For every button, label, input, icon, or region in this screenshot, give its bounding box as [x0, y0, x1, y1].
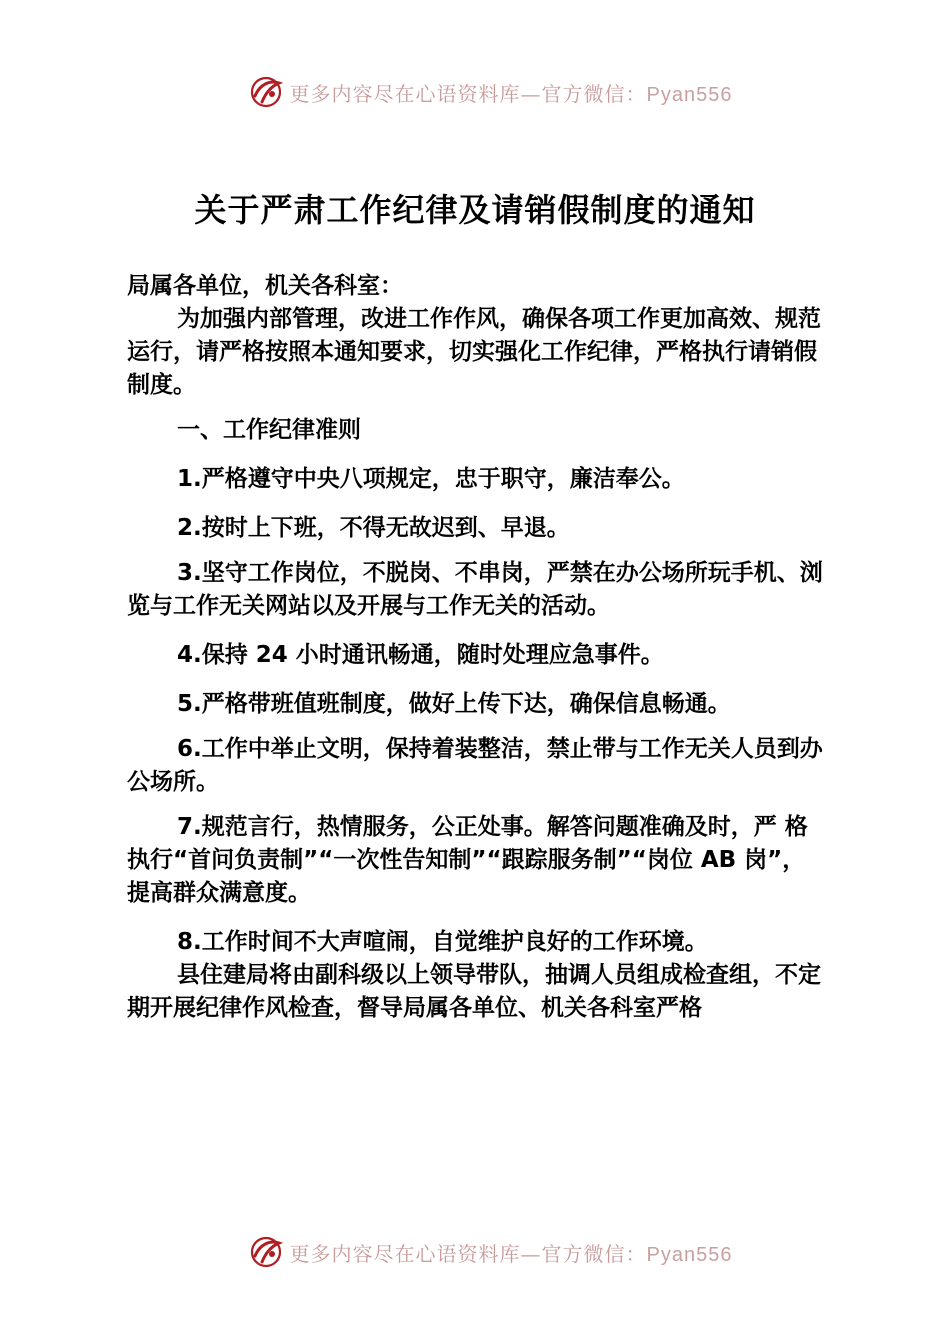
rule-item: 8.工作时间不大声喧闹，自觉维护良好的工作环境。: [177, 929, 708, 955]
document-body: [127, 270, 827, 1025]
brand-logo-icon: [248, 1234, 284, 1270]
watermark-banner-bottom: [0, 1232, 950, 1272]
rule-item: 6.工作中举止文明，保持着装整洁，禁止带与工作无关人员到办公场所。: [127, 736, 823, 795]
closing-paragraph: 县住建局将由副科级以上领导带队，抽调人员组成检查组，不定期开展纪律作风检查，督导局属各单位、机关各科室严格: [127, 962, 821, 1021]
watermark-label: 更多内容尽在心语资料库—官方微信：: [289, 81, 647, 106]
rule-item: 5.严格带班值班制度，做好上传下达，确保信息畅通。: [177, 691, 731, 717]
brand-logo-icon: [248, 74, 284, 110]
rule-item: 2.按时上下班，不得无故迟到、早退。: [177, 515, 570, 541]
watermark-text: [290, 1238, 733, 1267]
watermark-banner-top: [0, 72, 950, 112]
salutation: 局属各单位，机关各科室：: [127, 273, 403, 299]
watermark-handle: Pyan556: [646, 1243, 733, 1266]
rule-item: 7.规范言行，热情服务，公正处事。解答问题准确及时，严 格执行“首问负责制”“一次性告知制”“跟踪服务制”“岗位 AB 岗”，提高群众满意度。: [127, 814, 808, 906]
rule-item: 3.坚守工作岗位，不脱岗、不串岗，严禁在办公场所玩手机、浏览与工作无关网站以及开展与工作无关的活动。: [127, 560, 823, 619]
watermark-handle: Pyan556: [646, 83, 733, 106]
watermark-content: [248, 74, 733, 110]
rule-item: 4.保持 24 小时通讯畅通，随时处理应急事件。: [177, 642, 664, 668]
watermark-text: [290, 78, 733, 107]
document-title: 关于严肃工作纪律及请销假制度的通知: [194, 191, 756, 229]
watermark-content: [248, 1234, 733, 1270]
rule-item: 1.严格遵守中央八项规定，忠于职守，廉洁奉公。: [177, 466, 685, 492]
section-heading: 一、工作纪律准则: [177, 417, 361, 443]
intro-paragraph: 为加强内部管理，改进工作作风，确保各项工作更加高效、规范运行，请严格按照本通知要求，切实强化工作纪律，严格执行请销假制度。: [127, 306, 821, 398]
watermark-label: 更多内容尽在心语资料库—官方微信：: [289, 1241, 647, 1266]
